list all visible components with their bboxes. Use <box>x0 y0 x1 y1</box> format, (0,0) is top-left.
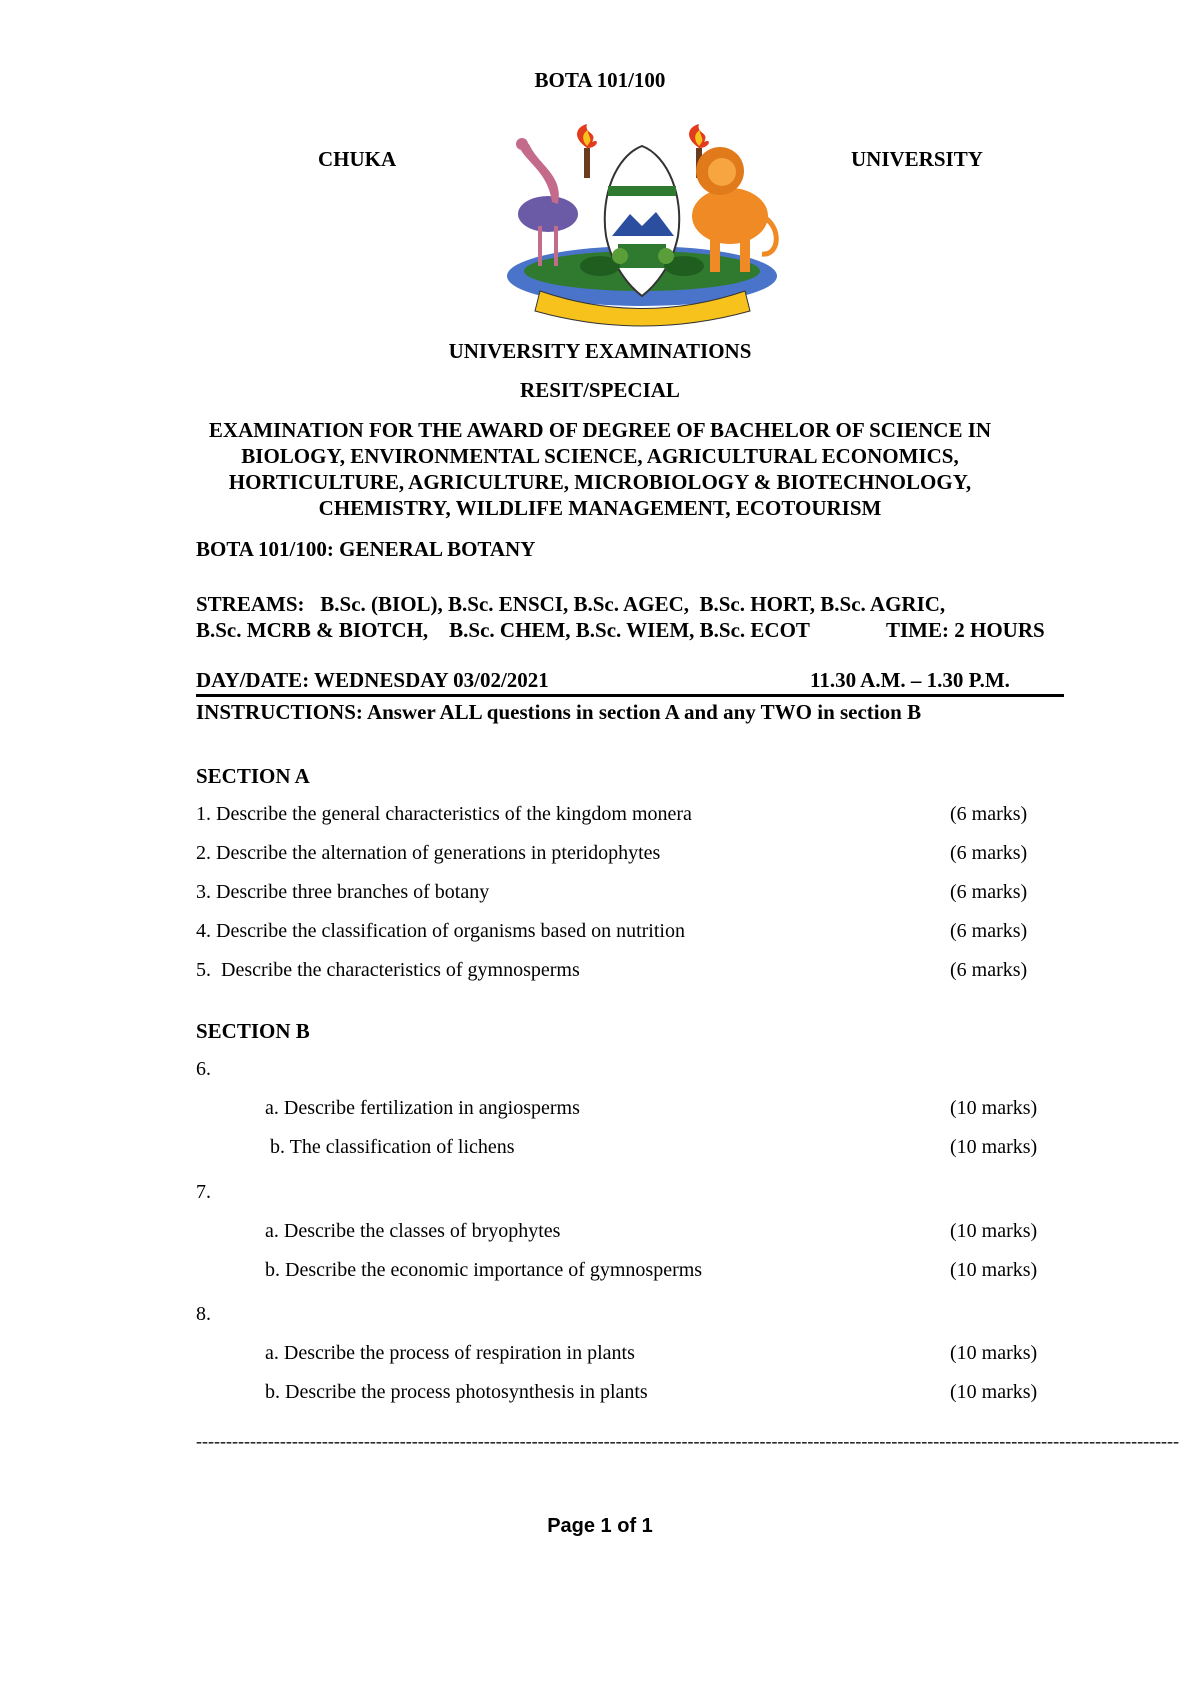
university-logo <box>500 126 785 331</box>
question-text: 1. Describe the general characteristics of the kingdom monera <box>196 803 692 825</box>
section-a-heading: SECTION A <box>196 764 310 788</box>
course-title: BOTA 101/100: GENERAL BOTANY <box>196 537 536 561</box>
day-date: DAY/DATE: WEDNESDAY 03/02/2021 <box>196 668 549 692</box>
award-line: EXAMINATION FOR THE AWARD OF DEGREE OF BACHELOR OF SCIENCE IN <box>208 418 992 442</box>
question-marks: (6 marks) <box>950 803 1028 825</box>
question-marks: (6 marks) <box>950 959 1028 981</box>
exam-type: RESIT/SPECIAL <box>520 378 680 402</box>
page-number: Page 1 of 1 <box>547 1515 653 1537</box>
course-code-header: BOTA 101/100 <box>534 68 666 92</box>
streams-line-2: B.Sc. MCRB & BIOTCH, B.Sc. CHEM, B.Sc. WIEM, B.Sc. ECOT <box>196 618 810 642</box>
question-part-text: a. Describe the classes of bryophytes <box>265 1220 561 1242</box>
exam-title: UNIVERSITY EXAMINATIONS <box>448 339 752 363</box>
question-part-marks: (10 marks) <box>950 1136 1038 1158</box>
question-part-marks: (10 marks) <box>950 1342 1038 1364</box>
award-line: BIOLOGY, ENVIRONMENTAL SCIENCE, AGRICULTURAL ECONOMICS, <box>241 444 959 468</box>
time-range: 11.30 A.M. – 1.30 P.M. <box>810 668 1010 692</box>
question-text: 4. Describe the classification of organisms based on nutrition <box>196 920 685 942</box>
question-number: 8. <box>196 1303 211 1325</box>
header-right-word: UNIVERSITY <box>851 147 983 171</box>
question-part-marks: (10 marks) <box>950 1259 1038 1281</box>
award-line: CHEMISTRY, WILDLIFE MANAGEMENT, ECOTOURISM <box>318 496 882 520</box>
award-line: HORTICULTURE, AGRICULTURE, MICROBIOLOGY & BIOTECHNOLOGY, <box>228 470 972 494</box>
header-left-word: CHUKA <box>318 147 397 171</box>
question-marks: (6 marks) <box>950 920 1028 942</box>
question-part-marks: (10 marks) <box>950 1097 1038 1119</box>
streams-line-1: STREAMS: B.Sc. (BIOL), B.Sc. ENSCI, B.Sc. AGEC, B.Sc. HORT, B.Sc. AGRIC, <box>196 592 946 616</box>
ostrich-icon <box>516 138 578 266</box>
end-of-paper-divider: -------------------------------------------------------------------------------------------------------------------------------------------------------------------- <box>196 1431 1180 1451</box>
question-part-marks: (10 marks) <box>950 1220 1038 1242</box>
question-part-text: b. Describe the economic importance of gymnosperms <box>265 1259 703 1281</box>
question-text: 2. Describe the alternation of generations in pteridophytes <box>196 842 661 864</box>
question-part-text: a. Describe fertilization in angiosperms <box>265 1097 580 1119</box>
question-number: 7. <box>196 1181 211 1203</box>
question-marks: (6 marks) <box>950 842 1028 864</box>
question-marks: (6 marks) <box>950 881 1028 903</box>
section-b-heading: SECTION B <box>196 1019 310 1043</box>
question-part-text: b. Describe the process photosynthesis in plants <box>265 1381 648 1403</box>
question-text: 3. Describe three branches of botany <box>196 881 490 903</box>
instructions: INSTRUCTIONS: Answer ALL questions in section A and any TWO in section B <box>196 700 922 724</box>
award-block <box>0 417 1200 521</box>
torch-left-icon <box>577 124 597 178</box>
question-part-marks: (10 marks) <box>950 1381 1038 1403</box>
question-text: 5. Describe the characteristics of gymnosperms <box>196 959 580 981</box>
header-divider <box>196 694 1064 697</box>
question-part-text: b. The classification of lichens <box>265 1136 515 1158</box>
question-number: 6. <box>196 1058 211 1080</box>
question-part-text: a. Describe the process of respiration in plants <box>265 1342 635 1364</box>
exam-time: TIME: 2 HOURS <box>886 618 1045 642</box>
